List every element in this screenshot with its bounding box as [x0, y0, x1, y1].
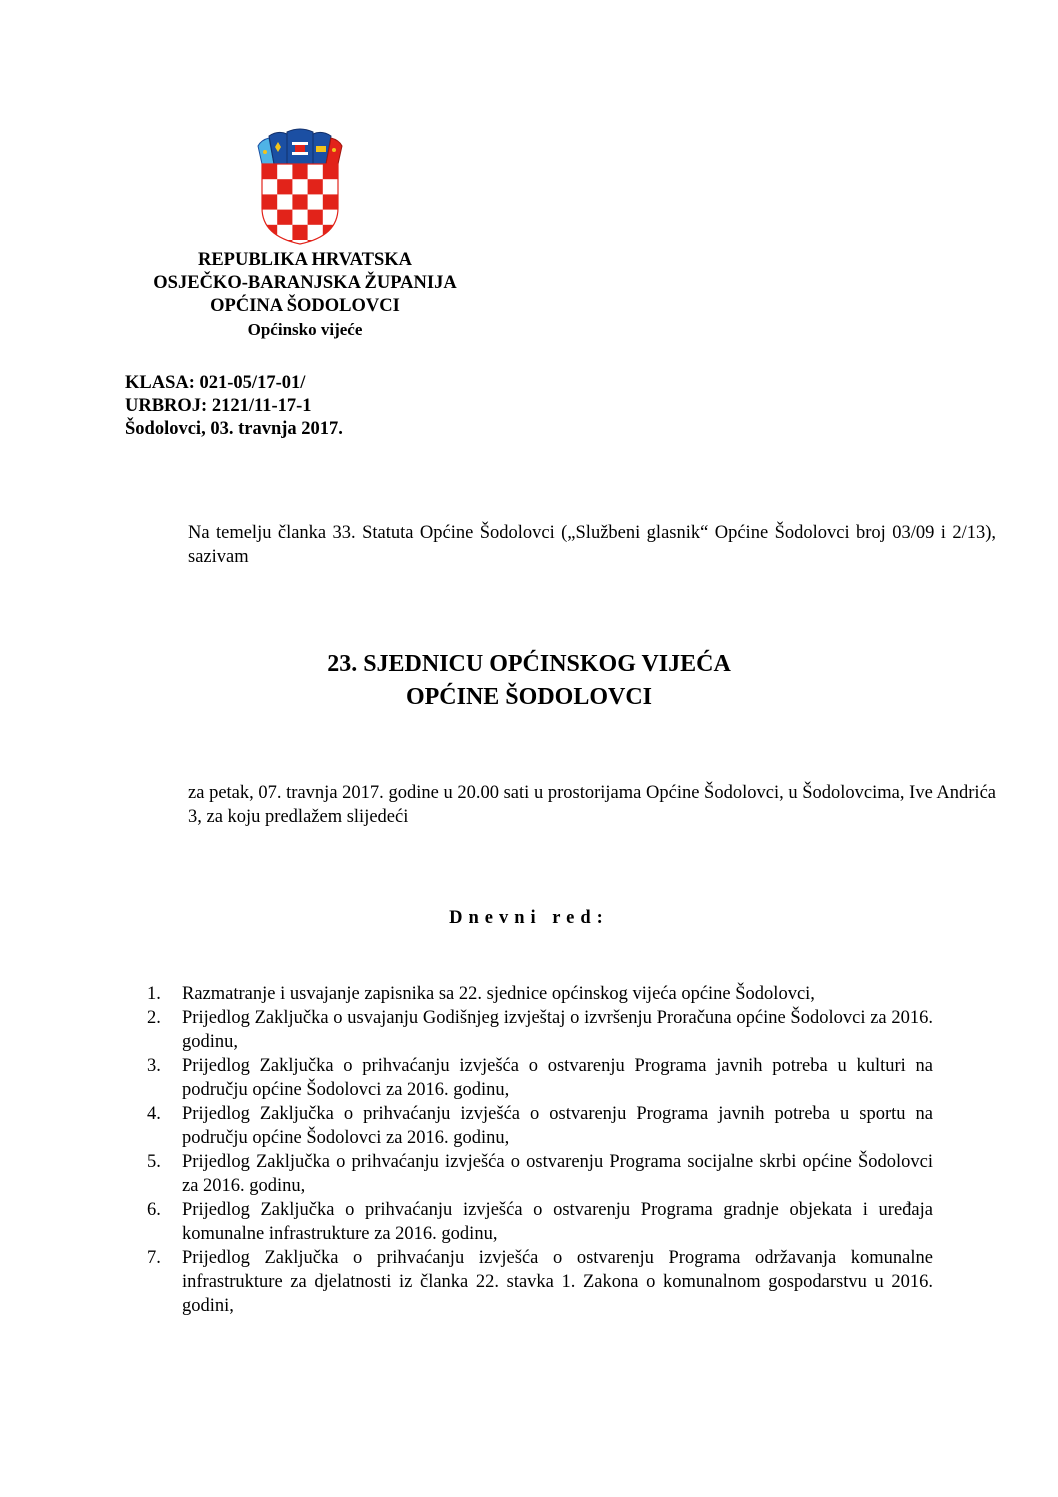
- council-name: Općinsko vijeće: [247, 320, 363, 339]
- agenda-item-text: Prijedlog Zaključka o prihvaćanju izvješća o ostvarenju Programa javnih potreba u sportu na području općine Šodolovci za 2016. godinu,: [182, 1104, 933, 1148]
- title-line-1: 23. SJEDNICU OPĆINSKOG VIJEĆA: [327, 651, 731, 677]
- agenda-item: [125, 1102, 933, 1150]
- place-date-line: Šodolovci, 03. travnja 2017.: [125, 419, 343, 439]
- agenda-item-number: 4.: [147, 1104, 161, 1124]
- agenda-item: [125, 1006, 933, 1054]
- county-name: OSJEČKO-BARANJSKA ŽUPANIJA: [153, 273, 457, 293]
- meeting-paragraph: za petak, 07. travnja 2017. godine u 20.00 sati u prostorijama Općine Šodolovci, u Šodolovcima, Ive Andrića 3, za koju predlažem slijedeći: [188, 783, 996, 827]
- country-name: REPUBLIKA HRVATSKA: [197, 250, 413, 270]
- municipality-name: OPĆINA ŠODOLOVCI: [210, 296, 400, 316]
- reference-block: [125, 372, 343, 441]
- intro-paragraph: Na temelju članka 33. Statuta Općine Šodolovci („Službeni glasnik“ Općine Šodolovci broj 03/09 i 2/13), sazivam: [188, 523, 996, 567]
- agenda-item-text: Prijedlog Zaključka o prihvaćanju izvješća o ostvarenju Programa socijalne skrbi općine Šodolovci za 2016. godinu,: [182, 1152, 933, 1196]
- title-line-2: OPĆINE ŠODOLOVCI: [405, 684, 653, 710]
- agenda-item-number: 3.: [147, 1056, 161, 1076]
- agenda-item: [125, 1198, 933, 1246]
- klasa-line: KLASA: 021-05/17-01/: [125, 373, 306, 393]
- checkered-shield-icon: [262, 164, 338, 246]
- agenda-item-number: 5.: [147, 1152, 161, 1172]
- agenda-item-number: 7.: [147, 1248, 161, 1268]
- agenda-item-text: Prijedlog Zaključka o prihvaćanju izvješća o ostvarenju Programa održavanja komunalne infrastrukture za djelatnosti iz članka 22. stavka 1. Zakona o komunalnom gospodarstvu u 2016. godini,: [182, 1248, 933, 1316]
- agenda-item: [125, 1054, 933, 1102]
- agenda-item-number: 1.: [147, 984, 161, 1004]
- agenda-item-number: 6.: [147, 1200, 161, 1220]
- urbroj-line: URBROJ: 2121/11-17-1: [125, 396, 312, 416]
- agenda-item-text: Prijedlog Zaključka o usvajanju Godišnjeg izvještaj o izvršenju Proračuna općine Šodolovci za 2016. godinu,: [182, 1008, 933, 1052]
- agenda-item-number: 2.: [147, 1008, 161, 1028]
- coat-of-arms-emblem: [252, 128, 348, 246]
- agenda-item: [125, 1150, 933, 1198]
- agenda-item-text: Prijedlog Zaključka o prihvaćanju izvješća o ostvarenju Programa gradnje objekata i uređaja komunalne infrastrukture za 2016. godinu,: [182, 1200, 933, 1244]
- agenda-list: [125, 982, 933, 1318]
- document-title: [125, 648, 933, 714]
- agenda-item: [125, 1246, 933, 1318]
- agenda-item-text: Prijedlog Zaključka o prihvaćanju izvješća o ostvarenju Programa javnih potreba u kulturi na području općine Šodolovci za 2016. godinu,: [182, 1056, 933, 1100]
- agenda-item: [125, 982, 933, 1006]
- agenda-item-text: Razmatranje i usvajanje zapisnika sa 22. sjednice općinskog vijeća općine Šodolovci,: [182, 984, 815, 1004]
- agenda-heading: Dnevni red:: [449, 908, 609, 928]
- issuer-header: [120, 249, 490, 341]
- crown-icon: [258, 129, 342, 164]
